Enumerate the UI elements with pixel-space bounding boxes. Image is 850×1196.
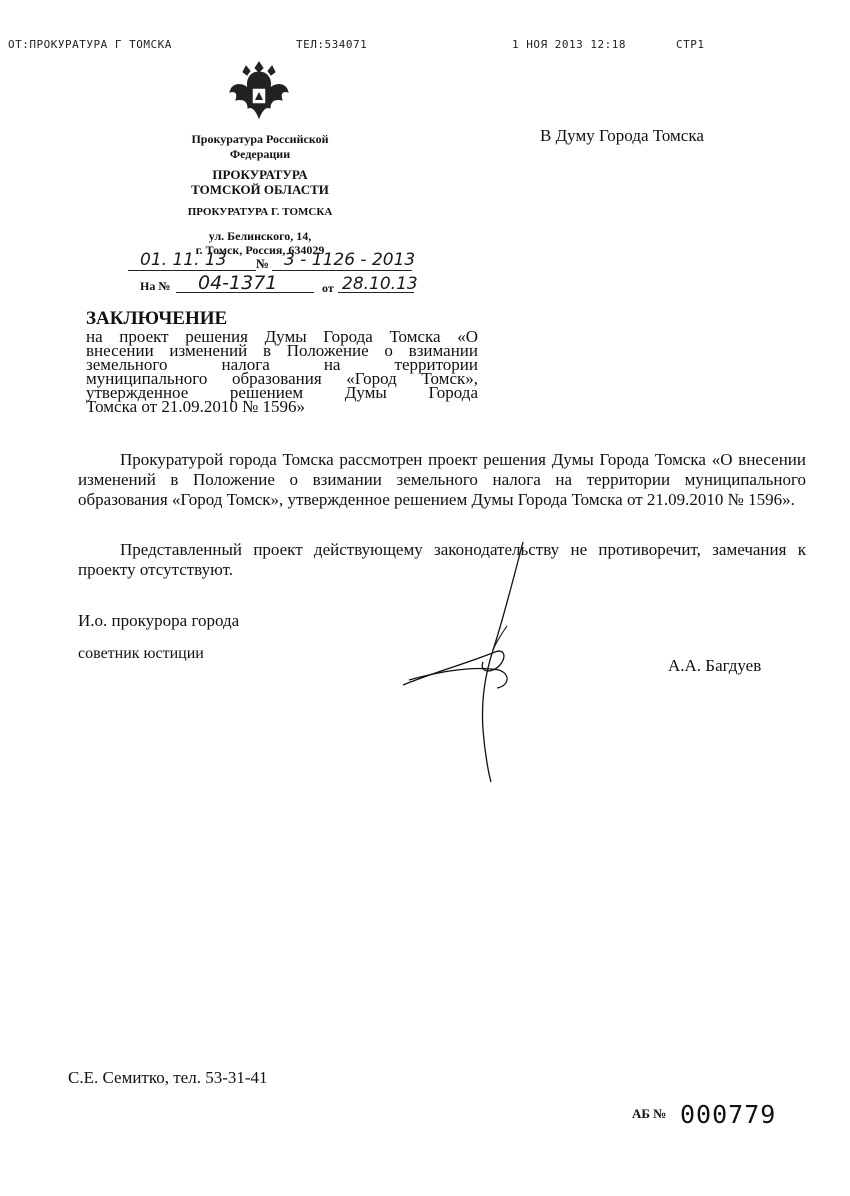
ref-date: 28.10.13	[342, 274, 418, 294]
ref-number-label: На №	[140, 279, 171, 293]
outgoing-number: 3 - 1126 - 2013	[284, 250, 416, 270]
signatory-name: А.А. Багдуев	[668, 656, 762, 675]
handwritten-signature	[395, 540, 535, 785]
fax-sender: ОТ:ПРОКУРАТУРА Г ТОМСКА	[8, 38, 172, 51]
subject-line-3: земельного налога на территории	[86, 355, 478, 374]
body-paragraph-2: Представленный проект действующему законодательству не противоречит, замечания к проекту отсутствуют.	[78, 540, 806, 579]
subject-line-1: на проект решения Думы Города Томска «О	[86, 327, 478, 346]
subject-line-2: внесении изменений в Положение о взимании	[86, 341, 478, 360]
executor-contact: С.Е. Семитко, тел. 53-31-41	[68, 1068, 268, 1087]
org-line-2: Федерации	[229, 147, 291, 161]
city-office: ПРОКУРАТУРА Г. ТОМСКА	[187, 206, 333, 218]
serial-number: 000779	[680, 1100, 777, 1129]
fax-datetime: 1 НОЯ 2013 12:18	[512, 38, 626, 51]
ref-date-label: от	[322, 281, 334, 295]
subject-line-5: утвержденное решением Думы Города	[86, 383, 478, 402]
signatory-rank: советник юстиции	[78, 645, 204, 662]
region-line-1: ПРОКУРАТУРА	[212, 167, 308, 182]
document-subject	[86, 327, 478, 416]
subject-line-4: муниципального образования «Город Томск»,	[86, 369, 478, 388]
region-line-2: ТОМСКОЙ ОБЛАСТИ	[191, 182, 329, 197]
outgoing-date: 01. 11. 13	[140, 250, 227, 270]
org-line-1: Прокуратура Российской	[191, 132, 329, 146]
ref-number: 04-1371	[198, 272, 278, 294]
signatory-position: И.о. прокурора города	[78, 611, 240, 630]
address-line-2: г. Томск, Россия, 634029	[195, 243, 325, 257]
document-heading: ЗАКЛЮЧЕНИЕ	[86, 308, 228, 329]
subject-line-6: Томска от 21.09.2010 № 1596»	[86, 397, 306, 416]
address-line-1: ул. Белинского, 14,	[208, 229, 312, 243]
number-label: №	[256, 256, 270, 271]
body-paragraph-1: Прокуратурой города Томска рассмотрен проект решения Думы Города Томска «О внесении изменений в Положение о взимании земельного налога на территории муниципального образования «Город Томск», утвержденное решением Думы Города Томска от 21.09.2010 № 1596».	[78, 450, 806, 509]
fax-page: СТР1	[676, 38, 705, 51]
coat-of-arms-emblem	[226, 58, 292, 124]
addressee: В Думу Города Томска	[540, 126, 704, 145]
serial-label: АБ №	[632, 1106, 667, 1121]
fax-phone: ТЕЛ:534071	[296, 38, 368, 51]
